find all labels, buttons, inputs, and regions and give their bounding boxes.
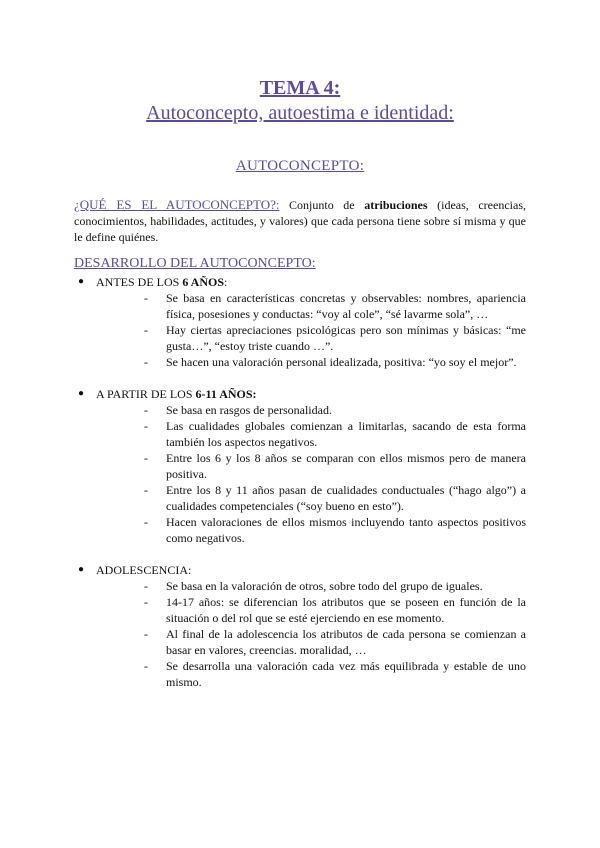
bullet-icon: ●: [78, 388, 85, 399]
detail-text: Se basa en la valoración de otros, sobre todo del grupo de iguales.: [166, 579, 483, 593]
topic-title: TEMA 4:: [259, 77, 341, 99]
dash-icon: -: [144, 419, 148, 433]
bullet-icon: ●: [78, 276, 85, 287]
topic-subtitle: Autoconcepto, autoestima e identidad:: [146, 102, 454, 124]
development-heading: DESARROLLO DEL AUTOCONCEPTO:: [74, 256, 316, 271]
definition-text-before: Conjunto de: [279, 198, 365, 212]
dash-icon: -: [144, 659, 148, 673]
stage-details: [96, 290, 526, 370]
section-heading: AUTOCONCEPTO:: [235, 158, 365, 174]
stage-details: [96, 402, 526, 546]
detail-item: [144, 482, 526, 514]
stage-item: [74, 562, 526, 690]
stage-bold: 6-11 AÑOS:: [195, 387, 257, 401]
stage-item: [74, 386, 526, 546]
detail-text: Al final de la adolescencia los atributos de cada persona se comienzan a basar en valores, creencias. moralidad, …: [166, 627, 526, 657]
definition-bold-word: atribuciones: [364, 198, 428, 212]
dash-icon: -: [144, 323, 148, 337]
detail-item: [144, 514, 526, 546]
dash-icon: -: [144, 451, 148, 465]
detail-item: [144, 402, 526, 418]
detail-text: Se desarrolla una valoración cada vez más equilibrada y estable de uno mismo.: [166, 659, 526, 689]
dash-icon: -: [144, 595, 148, 609]
detail-item: [144, 594, 526, 626]
detail-item: [144, 418, 526, 450]
dash-icon: -: [144, 515, 148, 529]
detail-item: [144, 658, 526, 690]
stage-details: [96, 578, 526, 690]
stage-prefix: ADOLESCENCIA:: [96, 563, 192, 577]
bullet-icon: ●: [78, 564, 85, 575]
definition-question: ¿QUÉ ES EL AUTOCONCEPTO?:: [74, 197, 280, 212]
stage-prefix: A PARTIR DE LOS: [96, 387, 196, 401]
detail-text: Hacen valoraciones de ellos mismos incluyendo tanto aspectos positivos como negativos.: [166, 515, 526, 545]
stages-list: [74, 274, 526, 690]
detail-text: Se basa en rasgos de personalidad.: [166, 403, 332, 417]
detail-item: [144, 450, 526, 482]
detail-item: [144, 322, 526, 354]
detail-text: Se hacen una valoración personal idealizada, positiva: “yo soy el mejor”.: [166, 355, 517, 369]
stage-suffix: :: [224, 275, 228, 289]
definition-text-after: (ideas, creencias, conocimientos, habilidades, actitudes, y valores) que cada persona tiene sobre sí misma y que le define quiénes.: [74, 198, 526, 244]
definition-paragraph: [74, 197, 526, 245]
detail-item: [144, 290, 526, 322]
dash-icon: -: [144, 483, 148, 497]
detail-text: 14-17 años: se diferencian los atributos que se poseen en función de la situación o del rol que se esté ejerciendo en ese momento.: [166, 595, 526, 625]
dash-icon: -: [144, 403, 148, 417]
stage-prefix: ANTES DE LOS: [96, 275, 183, 289]
detail-text: Entre los 8 y 11 años pasan de cualidades conductuales (“hago algo”) a cualidades competenciales (“soy bueno en esto”).: [166, 483, 526, 513]
dash-icon: -: [144, 355, 148, 369]
stage-bold: 6 AÑOS: [182, 275, 225, 289]
detail-text: Se basa en características concretas y observables: nombres, apariencia física, posesiones y conductas: “voy al cole”, “sé lavarme sola”, …: [166, 291, 526, 321]
detail-item: [144, 626, 526, 658]
stage-item: [74, 274, 526, 370]
detail-item: [144, 578, 526, 594]
dash-icon: -: [144, 291, 148, 305]
detail-item: [144, 354, 526, 370]
detail-text: Hay ciertas apreciaciones psicológicas pero son mínimas y básicas: “me gusta…”, “estoy triste cuando …”.: [166, 323, 526, 353]
detail-text: Entre los 6 y los 8 años se comparan con ellos mismos pero de manera positiva.: [166, 451, 526, 481]
dash-icon: -: [144, 627, 148, 641]
dash-icon: -: [144, 579, 148, 593]
detail-text: Las cualidades globales comienzan a limitarlas, sacando de esta forma también los aspectos negativos.: [166, 419, 526, 449]
